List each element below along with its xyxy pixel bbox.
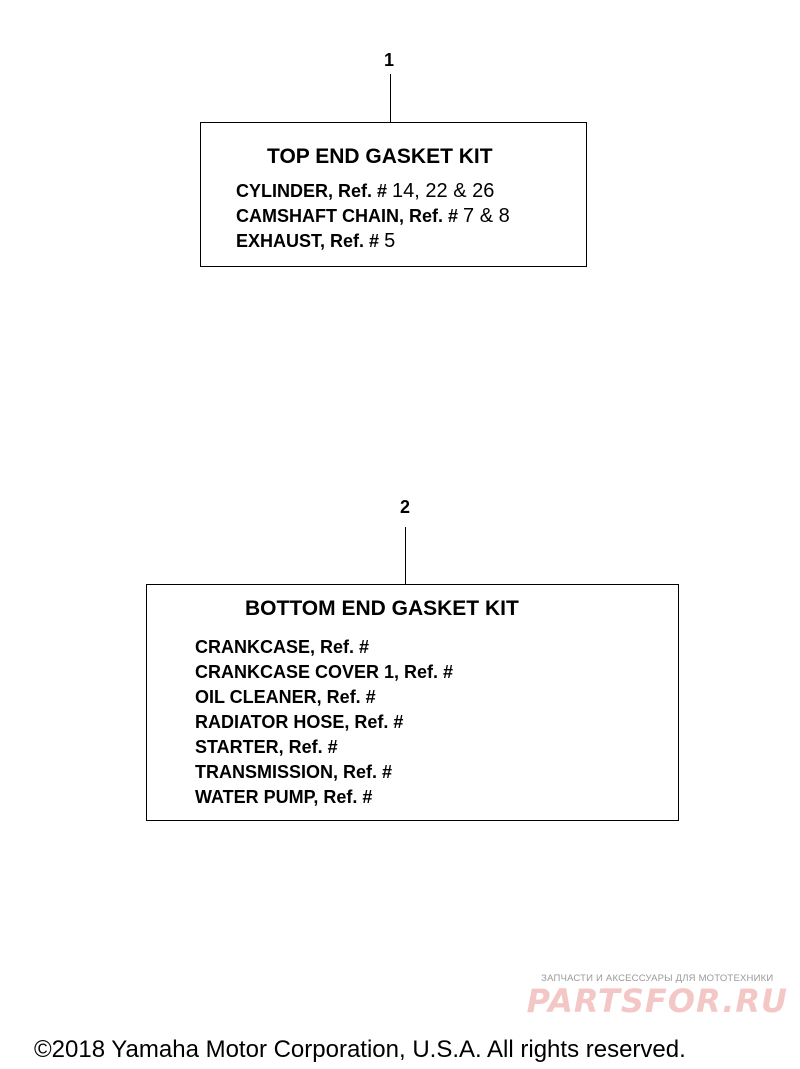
list-item: STARTER, Ref. #: [195, 737, 338, 757]
watermark-tagline: ЗАПЧАСТИ И АКСЕССУАРЫ ДЛЯ МОТОТЕХНИКИ: [541, 973, 774, 984]
list-item: CRANKCASE, Ref. #: [195, 637, 370, 657]
copyright-notice: ©2018 Yamaha Motor Corporation, U.S.A. All rights reserved.: [34, 1036, 686, 1063]
top-end-gasket-kit-box: [200, 122, 587, 267]
kit-title: TOP END GASKET KIT: [267, 145, 493, 168]
bottom-end-gasket-kit-box: [146, 584, 679, 821]
kit-parts-list: [236, 179, 510, 254]
list-item: CYLINDER, Ref. # 14, 22 & 26: [236, 180, 495, 202]
kit-parts-list: [195, 635, 453, 810]
list-item: EXHAUST, Ref. # 5: [236, 230, 396, 252]
list-item: RADIATOR HOSE, Ref. #: [195, 712, 404, 732]
list-item: OIL CLEANER, Ref. #: [195, 687, 376, 707]
leader-line-1: [390, 74, 391, 122]
callout-number-2: 2: [400, 497, 411, 517]
callout-number-1: 1: [384, 50, 395, 70]
list-item: CRANKCASE COVER 1, Ref. #: [195, 662, 454, 682]
list-item: WATER PUMP, Ref. #: [195, 787, 373, 807]
kit-title: BOTTOM END GASKET KIT: [245, 597, 519, 620]
leader-line-2: [405, 527, 406, 584]
watermark-logo: PARTSFOR.RU: [526, 982, 788, 1020]
list-item: TRANSMISSION, Ref. #: [195, 762, 393, 782]
watermark: [527, 973, 788, 1018]
list-item: CAMSHAFT CHAIN, Ref. # 7 & 8: [236, 205, 510, 227]
